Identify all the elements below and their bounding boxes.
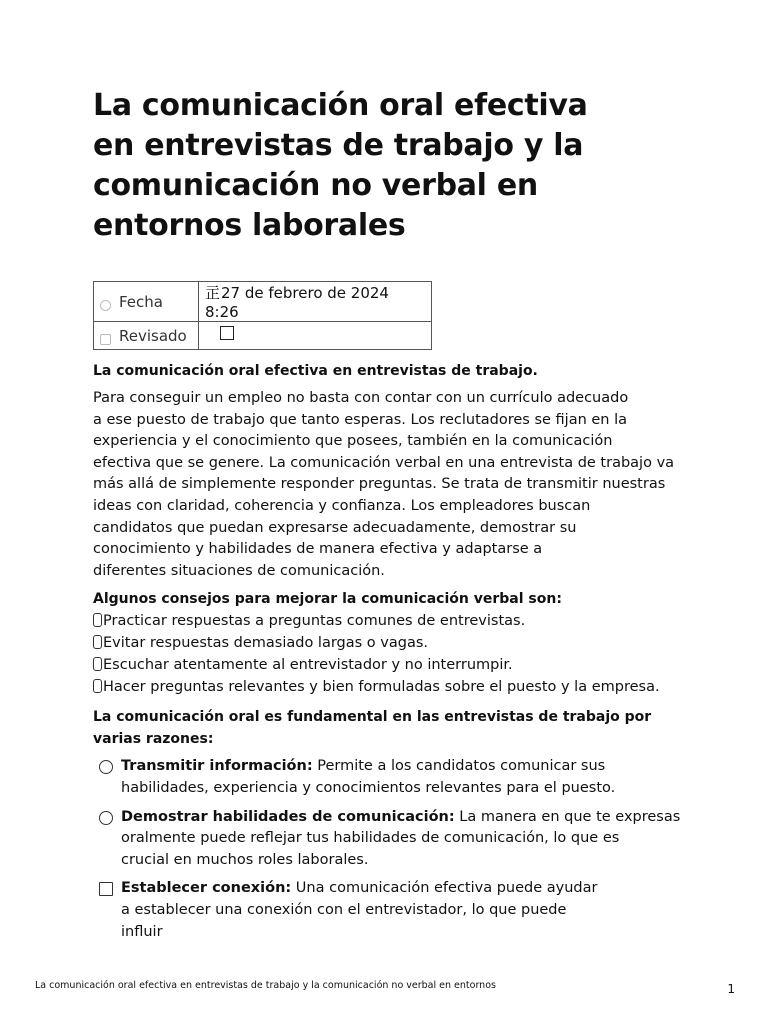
reason-text-line: habilidades, experiencia y conocimientos relevantes para el puesto. — [121, 779, 616, 796]
reason-text-line: influir — [121, 923, 163, 940]
reviewed-checkbox[interactable] — [220, 326, 234, 340]
date-value: 27 de febrero de 2024 8:26 — [205, 284, 389, 321]
reviewed-label: Revisado — [119, 326, 187, 345]
properties-table — [93, 281, 432, 350]
reason-text: Permite a los candidatos comunicar sus — [312, 758, 606, 775]
document-title: La comunicación oral efectiva en entrevistas de trabajo y la comunicación no verbal en entornos laborales — [93, 88, 588, 243]
property-row-date — [94, 282, 432, 322]
section-heading-1: La comunicación oral efectiva en entrevistas de trabajo. — [93, 363, 538, 379]
tips-heading: Algunos consejos para mejorar la comunicación verbal son: — [93, 591, 562, 608]
paragraph-line: experiencia y el conocimiento que posees, también en la comunicación — [93, 433, 613, 450]
reason-label: Establecer conexión: — [121, 880, 292, 897]
bullet-icon — [99, 811, 113, 825]
tip-item — [93, 676, 693, 698]
property-row-reviewed — [94, 322, 432, 350]
bullet-icon — [93, 613, 102, 627]
document-page — [93, 86, 693, 950]
page-number: 1 — [727, 982, 735, 996]
paragraph-line: candidatos que puedan expresarse adecuadamente, demostrar su — [93, 519, 577, 536]
reasons-list — [93, 756, 693, 943]
tip-item — [93, 632, 693, 654]
checkbox-property-icon — [100, 334, 111, 345]
reason-text-line: oralmente puede reflejar tus habilidades de comunicación, lo que es — [121, 830, 620, 847]
paragraph-line: conocimiento y habilidades de manera efectiva y adaptarse a — [93, 541, 543, 558]
paragraph-line: ideas con claridad, coherencia y confianza. Los empleadores buscan — [93, 497, 591, 514]
tip-text: Escuchar atentamente al entrevistador y no interrumpir. — [103, 657, 513, 674]
tip-item — [93, 654, 693, 676]
date-label: Fecha — [119, 292, 163, 311]
tip-text: Hacer preguntas relevantes y bien formuladas sobre el puesto y la empresa. — [103, 679, 660, 696]
bullet-icon — [93, 657, 102, 671]
date-prefix-glyph: 㱏 — [205, 284, 221, 302]
reason-item — [93, 756, 693, 799]
paragraph-line: efectiva que se genere. La comunicación verbal en una entrevista de trabajo va — [93, 454, 675, 471]
reason-text: Una comunicación efectiva puede ayudar — [291, 880, 598, 897]
tip-text: Practicar respuestas a preguntas comunes de entrevistas. — [103, 613, 526, 630]
reason-label: Transmitir información: — [121, 758, 313, 775]
tips-list — [93, 610, 693, 698]
paragraph-line: a ese puesto de trabajo que tanto esperas. Los reclutadores se fijan en la — [93, 411, 628, 428]
tip-text: Evitar respuestas demasiado largas o vagas. — [103, 635, 428, 652]
bullet-icon — [93, 635, 102, 649]
footer-text: La comunicación oral efectiva en entrevistas de trabajo y la comunicación no verbal en entornos — [35, 980, 496, 991]
tip-item — [93, 610, 693, 632]
paragraph-line: Para conseguir un empleo no basta con contar con un currículo adecuado — [93, 390, 629, 406]
reason-text: La manera en que te expresas — [454, 808, 681, 825]
reason-text-line: a establecer una conexión con el entrevistador, lo que puede — [121, 901, 567, 918]
bullet-icon — [93, 679, 102, 693]
bullet-icon — [99, 882, 113, 896]
clock-icon — [100, 300, 111, 311]
reason-label: Demostrar habilidades de comunicación: — [121, 808, 455, 825]
reason-text-line: crucial en muchos roles laborales. — [121, 851, 369, 868]
paragraph-line: diferentes situaciones de comunicación. — [93, 562, 385, 579]
bullet-icon — [99, 760, 113, 774]
page-footer — [35, 980, 735, 996]
reason-item — [93, 878, 693, 943]
reasons-heading: La comunicación oral es fundamental en las entrevistas de trabajo por varias razones: — [93, 709, 652, 748]
paragraph-line: más allá de simplemente responder preguntas. Se trata de transmitir nuestras — [93, 476, 666, 493]
date-value-cell[interactable] — [199, 282, 432, 322]
reason-item — [93, 807, 693, 872]
section-paragraph-1 — [93, 388, 693, 582]
